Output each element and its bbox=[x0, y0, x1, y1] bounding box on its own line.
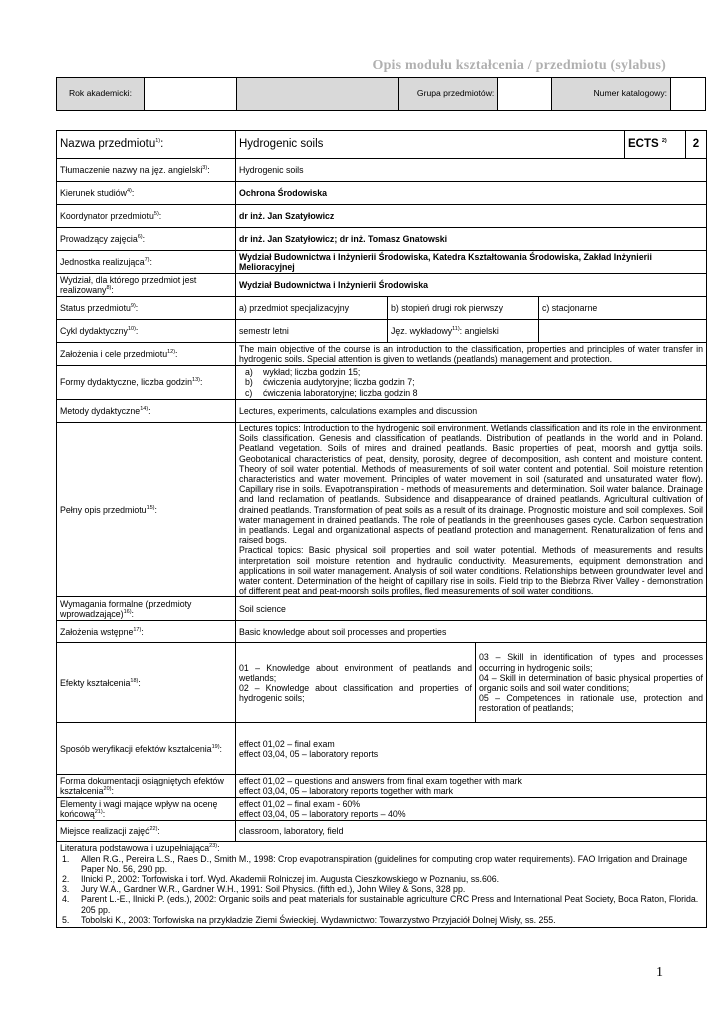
learning-outcomes-left bbox=[236, 643, 476, 723]
verification-line: effect 01,02 – final exam bbox=[239, 738, 335, 749]
methods-label: Metody dydaktyczne$^{14)}$: bbox=[57, 400, 236, 423]
literature-item: 4. Parent L.-E., Ilnicki P. (eds.), 2002: Organic soils and peat materials for sustainable agriculture CRC Press and International Peat Society, Boca Raton, Florida. 205 pp. bbox=[62, 894, 699, 915]
cycle-value: semestr letni bbox=[236, 320, 388, 343]
unit-label: Jednostka realizująca$^{7)}$: bbox=[57, 251, 236, 274]
faculty-label: Wydział, dla którego przedmiot jest realizowany$^{8)}$: bbox=[57, 274, 236, 297]
practical-topics: Practical topics: Basic physical soil properties and soil water potential. Methods of measurements and results interpretation soil moisture retention and hydraulic conductivity. Measurements, equipment demonstration and applications in soil water management. Analysis of soil water conditions. Relationships between groundwater level and water content. Determination of the height of capillary rise in soils. Field trip to the Biebrza River Valley - demonstration of different peat and peat-moorsh soils profiles, fled measurements of soil water conditions. bbox=[239, 545, 703, 597]
description-value bbox=[236, 423, 707, 597]
list-item: c) ćwiczenia laboratoryjne; liczba godzin 8 bbox=[245, 387, 418, 398]
empty-cell bbox=[539, 320, 707, 343]
field-of-study-label: Kierunek studiów$^{4)}$: bbox=[57, 182, 236, 205]
documentation-value bbox=[236, 775, 707, 798]
location-value: classroom, laboratory, field bbox=[236, 821, 707, 842]
outcome-item: 05 – Competences in rationale use, protection and restoration of peatlands; bbox=[479, 693, 703, 714]
list-item: b) ćwiczenia audytoryjne; liczba godzin 7; bbox=[245, 377, 415, 388]
page-number: 1 bbox=[656, 965, 663, 980]
methods-value: Lectures, experiments, calculations examples and discussion bbox=[236, 400, 707, 423]
status-a: a) przedmiot specjalizacyjny bbox=[236, 297, 388, 320]
document-title: Opis modułu kształcenia / przedmiotu (sylabus) bbox=[372, 58, 666, 73]
literature-cell bbox=[57, 842, 707, 928]
literature-item: 3. Jury W.A., Gardner W.R., Gardner W.H., 1991: Soil Physics. (fifth ed.), John Wiley & Sons, 328 pp. bbox=[62, 884, 466, 895]
catalog-number-label: Numer katalogowy: bbox=[552, 78, 671, 111]
teaching-forms-value bbox=[236, 366, 707, 400]
documentation-line: effect 01,02 – questions and answers from final exam together with mark bbox=[239, 776, 522, 787]
field-of-study-value: Ochrona Środowiska bbox=[236, 182, 707, 205]
verification-label: Sposób weryfikacji efektów kształcenia$^{19)}$: bbox=[57, 723, 236, 775]
status-c: c) stacjonarne bbox=[539, 297, 707, 320]
outcome-item: 02 – Knowledge about classification and properties of hydrogenic soils; bbox=[239, 682, 472, 704]
prerequisites-value: Basic knowledge about soil processes and properties bbox=[236, 621, 707, 643]
course-name-label: Nazwa przedmiotu$^{1)}$: bbox=[57, 131, 236, 159]
requirements-label: Wymagania formalne (przedmioty wprowadzające)$^{16)}$: bbox=[57, 597, 236, 621]
location-label: Miejsce realizacji zajęć$^{22)}$: bbox=[57, 821, 236, 842]
subject-group-field[interactable] bbox=[498, 78, 552, 111]
translation-value: Hydrogenic soils bbox=[236, 159, 707, 182]
syllabus-table bbox=[56, 130, 707, 928]
outcome-item: 03 – Skill in identification of types and processes occurring in hydrogenic soils; bbox=[479, 652, 703, 673]
teaching-forms-label: Formy dydaktyczne, liczba godzin$^{13)}$: bbox=[57, 366, 236, 400]
grading-line: effect 01,02 – final exam - 60% bbox=[239, 799, 361, 810]
grading-line: effect 03,04, 05 – laboratory reports – 40% bbox=[239, 809, 406, 820]
objectives-value: The main objective of the course is an introduction to the classification, properties and principles of water transfer in hydrogenic soils. Special attention is given to wetlands (peatlands) management and protection. bbox=[236, 343, 707, 366]
grading-label: Elementy i wagi mające wpływ na ocenę końcową$^{21)}$: bbox=[57, 798, 236, 821]
academic-year-field[interactable] bbox=[144, 78, 236, 111]
literature-item: 1. Allen R.G., Pereira L.S., Raes D., Smith M., 1998: Crop evapotranspiration (guidelines for computing crop water requirements). FAO Irrigation and Drainage Paper No. 56, 290 pp. bbox=[62, 853, 688, 874]
instructors-label: Prowadzący zajęcia$^{6)}$: bbox=[57, 228, 236, 251]
course-name-value: Hydrogenic soils bbox=[236, 131, 625, 159]
outcome-item: 01 – Knowledge about environment of peatlands and wetlands; bbox=[239, 662, 472, 683]
literature-list bbox=[60, 854, 703, 925]
literature-item: 2. Ilnicki P., 2002: Torfowiska i torf. Wyd. Akademii Rolniczej im. Augusta Cieszkowskiego w Poznaniu, ss.606. bbox=[62, 874, 500, 885]
row-course-name bbox=[57, 131, 707, 159]
requirements-value: Soil science bbox=[236, 597, 707, 621]
grading-value bbox=[236, 798, 707, 821]
header-table bbox=[56, 77, 706, 111]
unit-value: Wydział Budownictwa i Inżynierii Środowiska, Katedra Kształtowania Środowiska, Zakład Inżynierii Melioracyjnej bbox=[236, 251, 707, 274]
ects-label: ECTS $^{2)}$ bbox=[625, 131, 686, 159]
faculty-value: Wydział Budownictwa i Inżynierii Środowiska bbox=[236, 274, 707, 297]
subject-group-label: Grupa przedmiotów: bbox=[399, 78, 498, 111]
outcome-item: 04 – Skill in determination of basic physical properties of organic soils and soil water conditions; bbox=[479, 672, 703, 693]
verification-value bbox=[236, 723, 707, 775]
status-label: Status przedmiotu$^{9)}$: bbox=[57, 297, 236, 320]
instructors-value: dr inż. Jan Szatyłowicz; dr inż. Tomasz Gnatowski bbox=[236, 228, 707, 251]
coordinator-label: Koordynator przedmiotu$^{5)}$: bbox=[57, 205, 236, 228]
ects-value: 2 bbox=[686, 131, 707, 159]
lecture-topics: Lectures topics: Introduction to the hydrogenic soil environment. Wetlands classification and its role in the environment. Soils classification. Genesis and classification of peatlands. Distribution of peatlands in the world and in Poland. Peatland vegetation. Soils of mires and drained peatlands. Basic properties of peat, moorsh and gyttja soils. Geobotanical characteristics of peat, density, porosity, degree of decomposition, ash content and moisture content. Theory of soil water potential. Methods of measurements of soil water content and potential. Soil moisture retention characteristics and water movement. Principles of water movement in soil (saturated and unsaturated water flow). Capillary rise in soils. Evapotranspiration - methods of measurements and determination. Soil water balance. Drainage and land reclamation of peatlands. Subsidence and disappearance of drained peatlands. Agricultural cultivation of drained peatlands. Transformation of peat soils as a result of its drainage. Prognostic moisture and soil complexes. Soil water management in drained peatlands. The role of peatlands in the greenhouses gases cycle. Carbon sequestration in peatlands. Legal and organizational aspects of peatland protection and management. Renaturalization of fens and raised bogs. bbox=[239, 423, 703, 546]
list-item: a) wykład; liczba godzin 15; bbox=[245, 367, 361, 378]
coordinator-value: dr inż. Jan Szatyłowicz bbox=[236, 205, 707, 228]
objectives-label: Założenia i cele przedmiotu$^{12)}$: bbox=[57, 343, 236, 366]
documentation-label: Forma dokumentacji osiągniętych efektów kształcenia$^{20)}$: bbox=[57, 775, 236, 798]
learning-outcomes-right bbox=[476, 643, 707, 723]
literature-item: 5. Tobolski K., 2003: Torfowiska na przykładzie Ziemi Świeckiej. Wydawnictwo: Towarzystwo Przyjaciół Dolnej Wisły, ss. 255. bbox=[62, 914, 556, 925]
language-value: Jęz. wykładowy$^{11)}$: angielski bbox=[388, 320, 539, 343]
documentation-line: effect 03,04, 05 – laboratory reports together with mark bbox=[239, 786, 454, 797]
learning-outcomes-label: Efekty kształcenia$^{18)}$: bbox=[57, 643, 236, 723]
literature-label: Literatura podstawowa i uzupełniająca$^{23)}$: bbox=[60, 843, 220, 854]
description-label: Pełny opis przedmiotu$^{15)}$: bbox=[57, 423, 236, 597]
catalog-number-field[interactable] bbox=[671, 78, 706, 111]
verification-line: effect 03,04, 05 – laboratory reports bbox=[239, 748, 379, 759]
prerequisites-label: Założenia wstępne$^{17)}$: bbox=[57, 621, 236, 643]
status-b: b) stopień drugi rok pierwszy bbox=[388, 297, 539, 320]
academic-year-label: Rok akademicki: bbox=[57, 78, 145, 111]
translation-label: Tłumaczenie nazwy na jęz. angielski$^{3)}$: bbox=[57, 159, 236, 182]
cycle-label: Cykl dydaktyczny$^{10)}$: bbox=[57, 320, 236, 343]
subject-group-label-left bbox=[236, 78, 399, 111]
